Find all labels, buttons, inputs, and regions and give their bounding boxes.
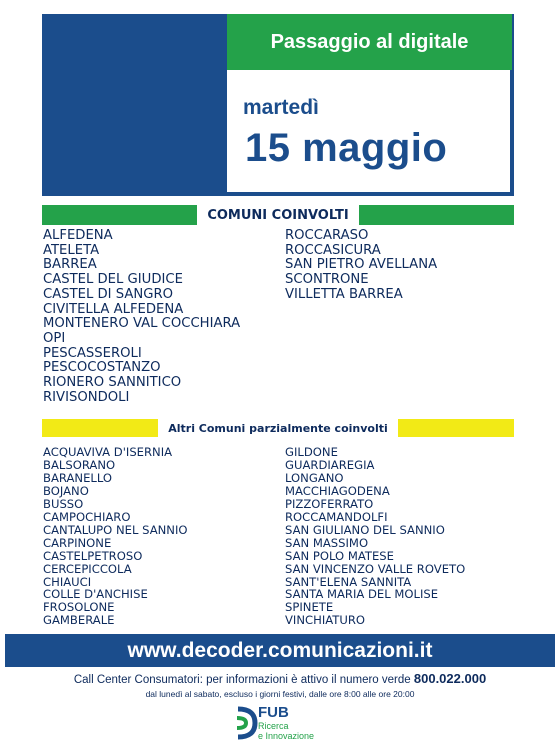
main-section-header xyxy=(42,205,514,225)
municipality-item: LONGANO xyxy=(285,470,344,485)
municipality-item: MACCHIAGODENA xyxy=(285,483,390,498)
municipality-item: SAN MASSIMO xyxy=(285,535,369,550)
municipality-item: GAMBERALE xyxy=(43,613,115,628)
municipality-item: SAN VINCENZO VALLE ROVETO xyxy=(285,561,466,576)
banner-title: Passaggio al digitale xyxy=(227,14,512,70)
municipality-item: ROCCARASO xyxy=(285,228,369,243)
municipality-item: CANTALUPO NEL SANNIO xyxy=(43,522,188,537)
logo-tagline xyxy=(258,722,338,741)
yellow-bar-left xyxy=(42,419,158,437)
municipality-item: ATELETA xyxy=(43,242,100,258)
partial-list-left xyxy=(43,446,188,627)
municipality-item: ROCCASICURA xyxy=(285,242,381,258)
partial-list-right xyxy=(285,446,465,627)
municipality-item: PESCASSEROLI xyxy=(43,345,142,361)
municipality-item: OPI xyxy=(43,330,66,346)
green-bar-left xyxy=(42,205,197,225)
main-section-heading: COMUNI COINVOLTI xyxy=(207,207,349,223)
municipality-item: RIVISONDOLI xyxy=(43,389,130,405)
municipality-item: RIONERO SANNITICO xyxy=(43,375,182,391)
phone-number: 800.022.000 xyxy=(413,671,487,686)
municipality-item: CARPINONE xyxy=(43,535,112,550)
logo-tagline-line2: e Innovazione xyxy=(258,730,315,741)
logo-tagline-line1: Ricerca xyxy=(258,721,289,731)
weekday: martedì xyxy=(243,96,319,119)
municipality-item: SAN PIETRO AVELLANA xyxy=(285,257,438,273)
municipality-item: PIZZOFERRATO xyxy=(285,496,374,511)
municipality-item: SCONTRONE xyxy=(285,272,369,288)
municipality-item: FROSOLONE xyxy=(43,600,115,615)
municipality-item: ACQUAVIVA D'ISERNIA xyxy=(43,445,173,459)
call-center-text: Call Center Consumatori: per informazioni è attivo il numero verde xyxy=(73,674,411,686)
main-list-left xyxy=(43,229,240,405)
municipality-item: VILLETTA BARREA xyxy=(285,286,403,302)
municipality-item: SAN POLO MATESE xyxy=(285,548,394,563)
municipality-item: CASTEL DEL GIUDICE xyxy=(43,272,183,288)
municipality-item: GILDONE xyxy=(285,445,338,459)
municipality-item: ROCCAMANDOLFI xyxy=(285,509,388,524)
municipality-item: CASTEL DI SANGRO xyxy=(43,286,174,302)
municipality-item: SANT'ELENA SANNITA xyxy=(285,574,412,589)
municipality-item: BARREA xyxy=(43,257,97,273)
municipality-item: CIVITELLA ALFEDENA xyxy=(43,301,184,317)
municipality-item: PESCOCOSTANZO xyxy=(43,360,161,376)
municipality-item: BALSORANO xyxy=(43,457,116,472)
green-bar-right xyxy=(359,205,514,225)
date: 15 maggio xyxy=(245,126,448,170)
municipality-item: BARANELLO xyxy=(43,470,113,485)
municipality-item: SANTA MARIA DEL MOLISE xyxy=(285,587,439,602)
municipality-item: MONTENERO VAL COCCHIARA xyxy=(43,316,241,332)
partial-section-header xyxy=(42,419,514,437)
call-center-line xyxy=(0,671,560,686)
municipality-item: GUARDIAREGIA xyxy=(285,457,375,472)
main-list-right xyxy=(285,229,437,303)
municipality-item: CHIAUCI xyxy=(43,574,92,589)
municipality-item: CAMPOCHIARO xyxy=(43,509,131,524)
partial-section-heading: Altri Comuni parzialmente coinvolti xyxy=(168,421,388,435)
fub-logo xyxy=(235,703,335,747)
municipality-item: VINCHIATURO xyxy=(285,613,366,628)
municipality-item: SPINETE xyxy=(285,600,334,615)
opening-hours: dal lunedì al sabato, escluso i giorni festivi, dalle ore 8:00 alle ore 20:00 xyxy=(145,689,415,699)
municipality-item: CERCEPICCOLA xyxy=(43,561,132,576)
municipality-item: ALFEDENA xyxy=(43,228,113,243)
yellow-bar-right xyxy=(398,419,514,437)
municipality-item: BUSSO xyxy=(43,496,84,511)
fub-logo-icon xyxy=(235,703,259,743)
municipality-item: SAN GIULIANO DEL SANNIO xyxy=(285,522,445,537)
municipality-item: COLLE D'ANCHISE xyxy=(43,587,148,602)
municipality-item: BOJANO xyxy=(43,483,89,498)
website-link[interactable]: www.decoder.comunicazioni.it xyxy=(5,634,555,667)
municipality-item: CASTELPETROSO xyxy=(43,548,143,563)
logo-name: FUB xyxy=(258,704,289,721)
